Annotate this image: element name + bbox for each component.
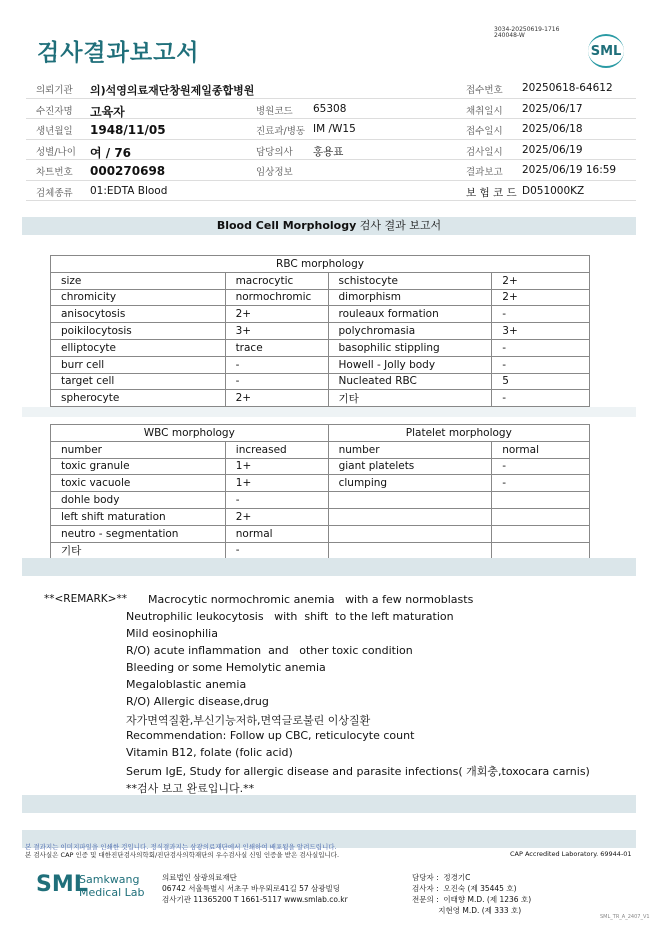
table-cell	[492, 492, 590, 509]
info-label: 접수일시	[466, 126, 503, 137]
table-row	[51, 525, 590, 542]
heading-en: Blood Cell Morphology	[216, 219, 357, 232]
report-heading	[22, 217, 636, 235]
table-cell: size	[51, 272, 226, 289]
table-cell: neutro - segmentation	[51, 525, 226, 542]
info-label: 임상정보	[256, 167, 293, 178]
table-row	[51, 458, 590, 475]
doc-id-line: 3034-20250619-1716	[494, 26, 560, 33]
table-cell: poikilocytosis	[51, 323, 226, 340]
table-cell: normal	[225, 525, 328, 542]
table-cell: -	[492, 458, 590, 475]
table-cell: 2+	[225, 390, 328, 407]
table-cell: polychromasia	[328, 323, 492, 340]
info-value: 01:EDTA Blood	[90, 184, 168, 197]
table-cell: 2+	[225, 306, 328, 323]
table-cell: giant platelets	[328, 458, 492, 475]
table-cell: Nucleated RBC	[328, 373, 492, 390]
table-cell: 5	[492, 373, 590, 390]
table-row	[51, 289, 590, 306]
table-cell: normochromic	[225, 289, 328, 306]
table-cell: -	[492, 339, 590, 356]
table-cell: burr cell	[51, 356, 226, 373]
table-cell: basophilic stippling	[328, 339, 492, 356]
table-header: Platelet morphology	[328, 425, 589, 442]
page-title: 검사결과보고서	[37, 40, 200, 66]
table-cell: toxic granule	[51, 458, 226, 475]
patient-info	[26, 78, 636, 201]
info-value: 20250618-64612	[522, 82, 613, 94]
addr-line: 의료법인 삼광의료재단	[162, 873, 237, 882]
table-row	[51, 508, 590, 525]
table-cell: macrocytic	[225, 272, 328, 289]
addr-line: 검사기관 11365200 T 1661-5117 www.smlab.co.kr	[162, 895, 348, 904]
remark-line: 자가면역질환,부신기능저하,면역글로불린 이상질환	[126, 714, 371, 727]
info-row	[26, 99, 636, 120]
table-cell: 기타	[328, 390, 492, 407]
remark-line: R/O) Allergic disease,drug	[126, 695, 269, 708]
table-row	[51, 356, 590, 373]
info-value: IM /W15	[313, 123, 356, 135]
info-value: 의)석영의료재단창원제일종합병원	[90, 84, 255, 97]
sml-logo: SML	[588, 34, 624, 68]
table-cell: target cell	[51, 373, 226, 390]
table-cell: -	[492, 306, 590, 323]
info-value: D051000KZ	[522, 184, 585, 197]
wbc-platelet-table	[50, 424, 590, 559]
sml-footer-logo: SML	[36, 872, 88, 897]
table-cell: elliptocyte	[51, 339, 226, 356]
table-cell	[492, 542, 590, 559]
table-cell	[328, 542, 492, 559]
table-cell: -	[225, 356, 328, 373]
info-value: 1948/11/05	[90, 123, 166, 137]
remark-line: **검사 보고 완료입니다.**	[126, 782, 255, 795]
info-label: 병원코드	[256, 105, 293, 117]
info-label: 수진자명	[36, 105, 73, 117]
table-cell: rouleaux formation	[328, 306, 492, 323]
table-row	[51, 373, 590, 390]
table-cell: -	[225, 373, 328, 390]
table-cell: anisocytosis	[51, 306, 226, 323]
info-value: 고육자	[90, 104, 125, 119]
table-cell: spherocyte	[51, 390, 226, 407]
table-cell: 2+	[492, 289, 590, 306]
heading-ko: 검사 결과 보고서	[356, 219, 442, 232]
cap-accreditation: CAP Accredited Laboratory. 69944-01	[510, 850, 632, 858]
remark-line: Recommendation: Follow up CBC, reticulocyte count	[126, 729, 415, 742]
info-label: 성별/나이	[36, 146, 76, 158]
info-value: 65308	[313, 102, 347, 115]
brand-line: Medical Lab	[79, 886, 145, 899]
table-row	[51, 272, 590, 289]
info-row	[26, 140, 636, 161]
info-label: 검체종류	[36, 187, 73, 199]
table-row	[51, 306, 590, 323]
table-cell: 기타	[51, 542, 226, 559]
table-cell	[492, 508, 590, 525]
info-value: 홍용표	[313, 145, 344, 158]
info-label: 결과보고	[466, 167, 503, 178]
info-label: 보 험 코 드	[466, 186, 517, 199]
remark-line: Mild eosinophilia	[126, 627, 218, 640]
table-cell: 3+	[492, 323, 590, 340]
table-row	[51, 441, 590, 458]
info-row	[26, 78, 636, 99]
table-header: WBC morphology	[51, 425, 329, 442]
info-value: 2025/06/17	[522, 102, 583, 115]
remark-line: R/O) acute inflammation and other toxic condition	[126, 644, 413, 657]
table-cell: increased	[225, 441, 328, 458]
table-cell: trace	[225, 339, 328, 356]
info-value: 2025/06/18	[522, 123, 583, 135]
table-cell	[328, 508, 492, 525]
remark-line: Neutrophilic leukocytosis with shift to the left maturation	[126, 610, 454, 623]
info-value: 2025/06/19	[522, 143, 583, 156]
info-label: 의뢰기관	[36, 85, 73, 96]
remark-label: **<REMARK>**	[44, 593, 127, 605]
info-label: 진료과/병동	[256, 126, 306, 137]
table-cell: 2+	[492, 272, 590, 289]
table-cell: dimorphism	[328, 289, 492, 306]
remark-line: Vitamin B12, folate (folic acid)	[126, 746, 293, 759]
info-row	[26, 160, 636, 181]
staff-line: 검사자 : 오진숙 (제 35445 호)	[412, 884, 517, 893]
brand-name	[79, 873, 145, 899]
remark-line: Serum IgE, Study for allergic disease and parasite infections( 개회충,toxocara carnis)	[126, 765, 590, 778]
table-cell: chromicity	[51, 289, 226, 306]
table-cell: 1+	[225, 458, 328, 475]
info-label: 생년월일	[36, 126, 73, 137]
table-row	[51, 323, 590, 340]
info-row	[26, 119, 636, 140]
info-label: 검사일시	[466, 146, 503, 158]
addr-line: 06742 서울특별시 서초구 바우뫼로41길 57 삼광빌딩	[162, 884, 341, 893]
table-cell: toxic vacuole	[51, 475, 226, 492]
staff-line: 지현영 M.D. (제 333 호)	[412, 906, 522, 915]
info-label: 차트번호	[36, 167, 73, 178]
table-row	[51, 542, 590, 559]
info-value: 여 / 76	[90, 145, 132, 160]
table-cell: 1+	[225, 475, 328, 492]
remark-line: Megaloblastic anemia	[126, 678, 247, 691]
table-header: RBC morphology	[51, 256, 590, 273]
table-row	[51, 339, 590, 356]
footer-note-2: 본 검사실은 CAP 인증 및 대한진단검사의학회/진단검사의학재단의 우수검사실 신임 인증을 받은 검사실입니다.	[25, 851, 340, 859]
table-cell: number	[51, 441, 226, 458]
table-row	[51, 390, 590, 407]
brand-line: Samkwang	[79, 873, 140, 886]
table-cell: dohle body	[51, 492, 226, 509]
doc-id-line: 240048-W	[494, 32, 525, 39]
rbc-table	[50, 255, 590, 407]
table-cell: -	[225, 492, 328, 509]
table-cell	[492, 525, 590, 542]
staff-line: 전문의 : 이태향 M.D. (제 1236 호)	[412, 895, 532, 904]
table-cell: number	[328, 441, 492, 458]
table-cell	[328, 492, 492, 509]
staff-line: 담당자 : 정경기C	[412, 873, 471, 882]
staff-list	[412, 872, 531, 916]
info-value: 2025/06/19 16:59	[522, 164, 617, 176]
table-cell: -	[492, 390, 590, 407]
table-cell: 2+	[225, 508, 328, 525]
table-cell: clumping	[328, 475, 492, 492]
document-id	[494, 27, 559, 39]
info-row	[26, 181, 636, 202]
table-row	[51, 492, 590, 509]
remark-line: Bleeding or some Hemolytic anemia	[126, 661, 326, 674]
remark-line: Macrocytic normochromic anemia with a few normoblasts	[148, 593, 474, 606]
info-label: 접수번호	[466, 85, 503, 96]
table-cell: -	[492, 475, 590, 492]
table-row	[51, 475, 590, 492]
table-cell: 3+	[225, 323, 328, 340]
table-cell: -	[225, 542, 328, 559]
table-cell: normal	[492, 441, 590, 458]
form-code: SML_TR_A_2407_V1	[600, 914, 650, 920]
table-cell	[328, 525, 492, 542]
table-cell: left shift maturation	[51, 508, 226, 525]
table-cell: schistocyte	[328, 272, 492, 289]
lab-address	[162, 872, 348, 905]
info-label: 담당의사	[256, 146, 293, 158]
table-cell: -	[492, 356, 590, 373]
info-value: 000270698	[90, 164, 166, 178]
table-cell: Howell - Jolly body	[328, 356, 492, 373]
info-label: 채취일시	[466, 105, 503, 117]
footer-note-1: 본 결과지는 이미지파일을 인쇄한 것입니다. 정식결과지는 삼광의료재단에서 인쇄하여 배포됨을 알려드립니다.	[25, 843, 337, 851]
